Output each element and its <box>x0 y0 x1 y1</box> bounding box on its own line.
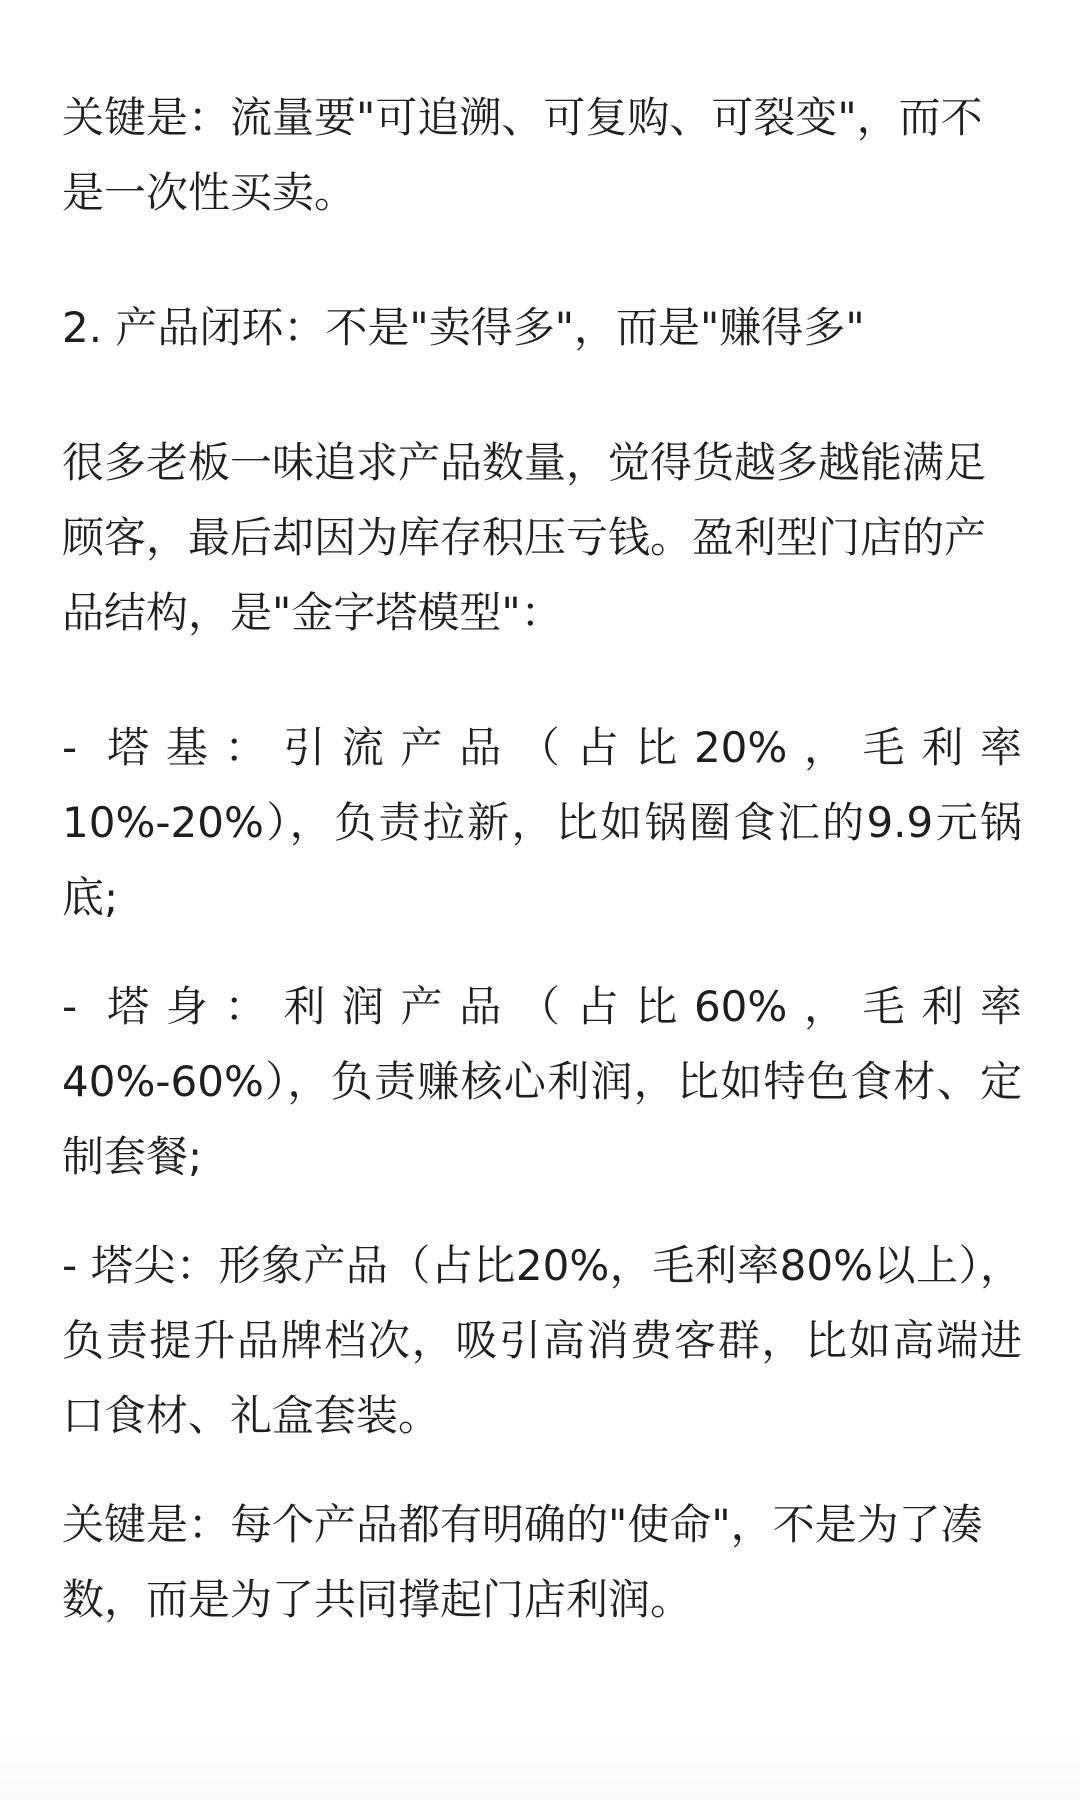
paragraph-traffic-key-point: 关键是：流量要"可追溯、可复购、可裂变"，而不是一次性买卖。 <box>62 93 983 217</box>
list-item-pyramid-base: - 塔基：引流产品（占比20%，毛利率10%-20%），负责拉新，比如锅圈食汇的9.9元锅底; <box>62 723 1022 922</box>
page-bottom-area <box>0 1730 1080 1800</box>
section-heading-product-loop: 2. 产品闭环：不是"卖得多"，而是"赚得多" <box>62 303 865 352</box>
list-item-pyramid-body: - 塔身：利润产品（占比60%，毛利率40%-60%），负责赚核心利润，比如特色食材、定制套餐; <box>62 982 1022 1181</box>
paragraph-pyramid-intro: 很多老板一味追求产品数量，觉得货越多越能满足顾客，最后却因为库存积压亏钱。盈利型门店的产品结构，是"金字塔模型"： <box>62 438 987 637</box>
article-body <box>62 80 1022 1637</box>
list-item-pyramid-top: - 塔尖：形象产品（占比20%，毛利率80%以上），负责提升品牌档次，吸引高消费客群，比如高端进口食材、礼盒套装。 <box>62 1241 1022 1440</box>
paragraph-product-key-point: 关键是：每个产品都有明确的"使命"，不是为了凑数，而是为了共同撑起门店利润。 <box>62 1500 983 1624</box>
